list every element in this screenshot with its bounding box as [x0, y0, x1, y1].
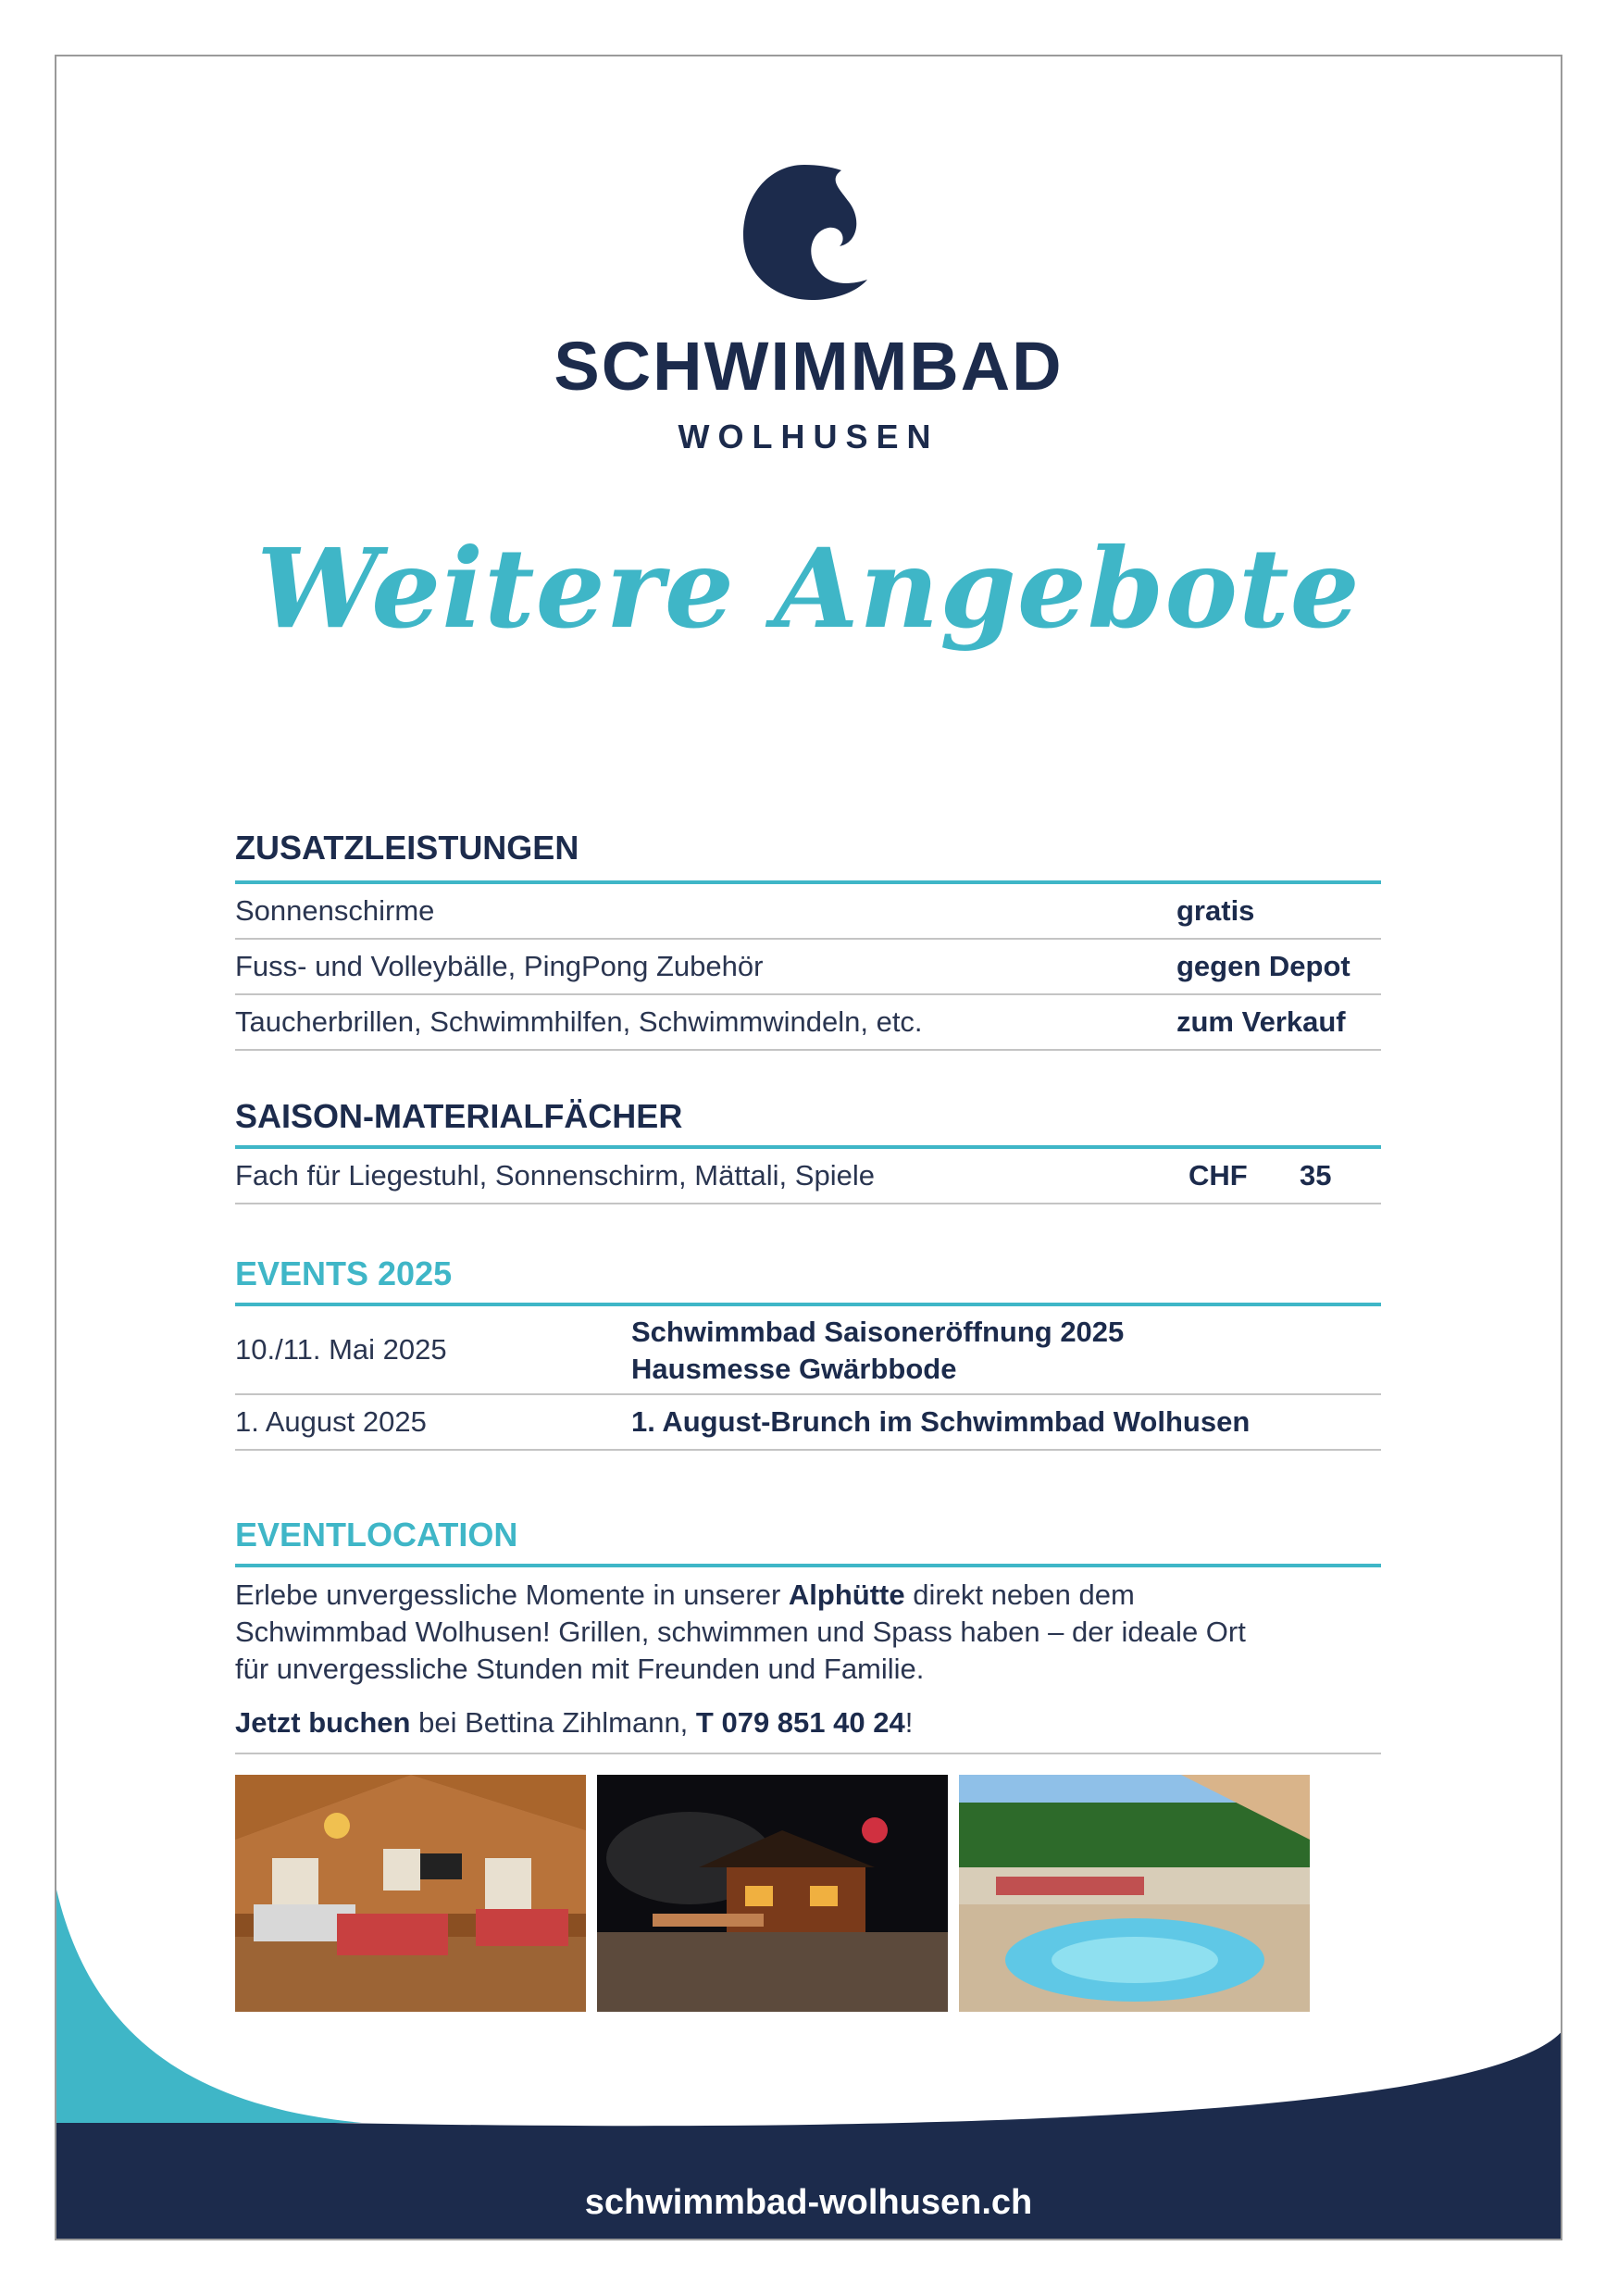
- item-label: Taucherbrillen, Schwimmhilfen, Schwimmwindeln, etc.: [235, 1005, 923, 1038]
- item-value: gratis: [1176, 894, 1255, 927]
- booking-line: [235, 1704, 1381, 1754]
- wave-logo-icon: [740, 163, 869, 302]
- location-description: [235, 1577, 1381, 1688]
- event-date: 10./11. Mai 2025: [235, 1333, 447, 1366]
- item-value: gegen Depot: [1176, 950, 1350, 982]
- section-heading: EVENTLOCATION: [235, 1516, 518, 1554]
- interior-photo: [235, 1775, 586, 2012]
- section-saison: [235, 1093, 1381, 1204]
- price-value: 35: [1300, 1159, 1332, 1192]
- event-title: Schwimmbad Saisoneröffnung 2025: [631, 1316, 1125, 1348]
- list-item: [235, 940, 1381, 995]
- phone-number: T 079 851 40 24: [695, 1706, 905, 1739]
- section-zusatzleistungen: [235, 825, 1381, 1051]
- pool-photo: [959, 1775, 1310, 2012]
- text: Erlebe unvergessliche Momente in unserer: [235, 1578, 789, 1611]
- section-heading: SAISON-MATERIALFÄCHER: [235, 1097, 683, 1135]
- item-label: Sonnenschirme: [235, 894, 435, 927]
- text: !: [904, 1706, 914, 1739]
- section-heading: EVENTS 2025: [235, 1254, 453, 1292]
- item-value: zum Verkauf: [1176, 1005, 1346, 1038]
- hut-night-photo: [597, 1775, 948, 2012]
- brand-subtitle: WOLHUSEN: [678, 418, 940, 455]
- event-details: [631, 1314, 1124, 1388]
- list-item: [235, 1149, 1381, 1204]
- cta-text: Jetzt buchen: [235, 1706, 411, 1739]
- text: Schwimmbad Wolhusen! Grillen, schwimmen und Spass haben – der ideale Ort: [235, 1616, 1246, 1648]
- currency-label: CHF: [1189, 1159, 1248, 1192]
- event-date: 1. August 2025: [235, 1405, 427, 1438]
- section-events: [235, 1251, 1381, 1451]
- event-row: [235, 1395, 1381, 1451]
- list-item: [235, 995, 1381, 1051]
- text: bei Bettina Zihlmann,: [410, 1706, 696, 1739]
- page-title: Weitere Angebote: [256, 524, 1361, 653]
- section-heading: ZUSATZLEISTUNGEN: [235, 829, 579, 867]
- event-subtitle: Hausmesse Gwärbbode: [631, 1353, 957, 1385]
- item-label: Fach für Liegestuhl, Sonnenschirm, Mättali, Spiele: [235, 1159, 875, 1192]
- event-title: 1. August-Brunch im Schwimmbad Wolhusen: [631, 1405, 1251, 1438]
- event-row: [235, 1306, 1381, 1395]
- highlight-text: Alphütte: [788, 1578, 905, 1611]
- website-url[interactable]: schwimmbad-wolhusen.ch: [584, 2183, 1033, 2222]
- teal-divider: [235, 1564, 1381, 1567]
- list-item: [235, 884, 1381, 940]
- section-eventlocation: [235, 1512, 1381, 1754]
- item-label: Fuss- und Volleybälle, PingPong Zubehör: [235, 950, 764, 982]
- text: direkt neben dem: [904, 1578, 1135, 1611]
- page-frame: [55, 55, 1562, 2240]
- brand-name: SCHWIMMBAD: [554, 328, 1064, 405]
- text: für unvergessliche Stunden mit Freunden und Familie.: [235, 1653, 925, 1685]
